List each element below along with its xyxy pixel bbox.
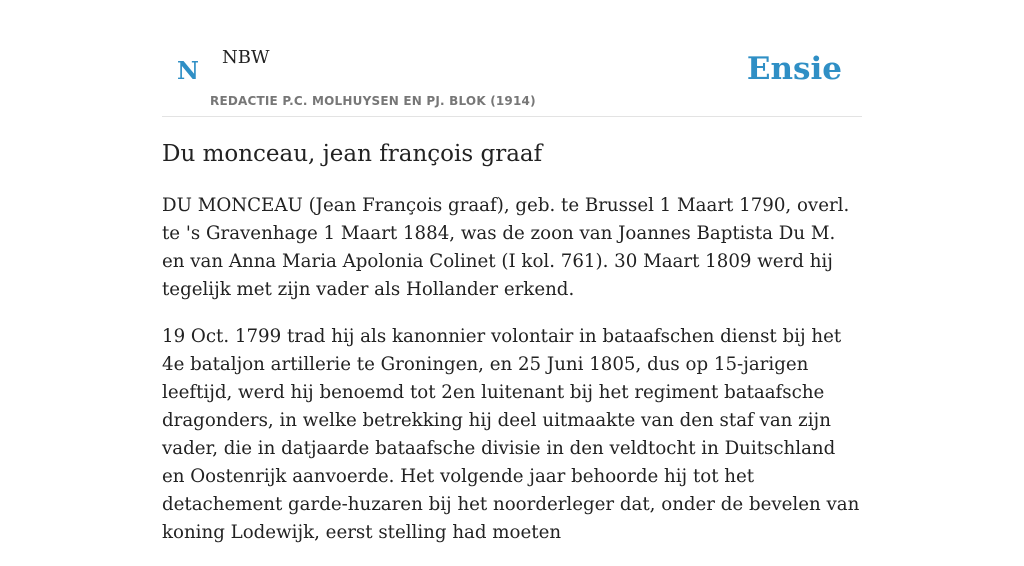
logo-icon[interactable]: N: [177, 56, 199, 85]
site-title[interactable]: NBW: [222, 47, 270, 68]
site-header: [162, 0, 862, 117]
article-body: [162, 192, 862, 566]
page-title: Du monceau, jean françois graaf: [162, 141, 543, 167]
article-paragraph: 19 Oct. 1799 trad hij als kanonnier volontair in bataafschen dienst bij het 4e bataljon artillerie te Groningen, en 25 Juni 1805, dus op 15-jarigen leeftijd, werd hij benoemd tot 2en luitenant bij het regiment bataafsche dragonders, in welke betrekking hij deel uitmaakte van den staf van zijn vader, die in datjaarde bataafsche divisie in den veldtocht in Duitschland en Oostenrijk aanvoerde. Het volgende jaar behoorde hij tot het detachement garde-huzaren bij het noorderleger dat, onder de bevelen van koning Lodewijk, eerst stelling had moeten: [162, 326, 860, 543]
site-subtitle: REDACTIE P.C. MOLHUYSEN EN PJ. BLOK (1914): [210, 94, 536, 108]
brand-logo[interactable]: Ensie: [746, 51, 842, 87]
article-paragraph: DU MONCEAU (Jean François graaf), geb. te Brussel 1 Maart 1790, overl. te 's Gravenhage 1 Maart 1884, was de zoon van Joannes Baptista Du M. en van Anna Maria Apolonia Colinet (I kol. 761). 30 Maart 1809 werd hij tegelijk met zijn vader als Hollander erkend.: [162, 195, 850, 300]
